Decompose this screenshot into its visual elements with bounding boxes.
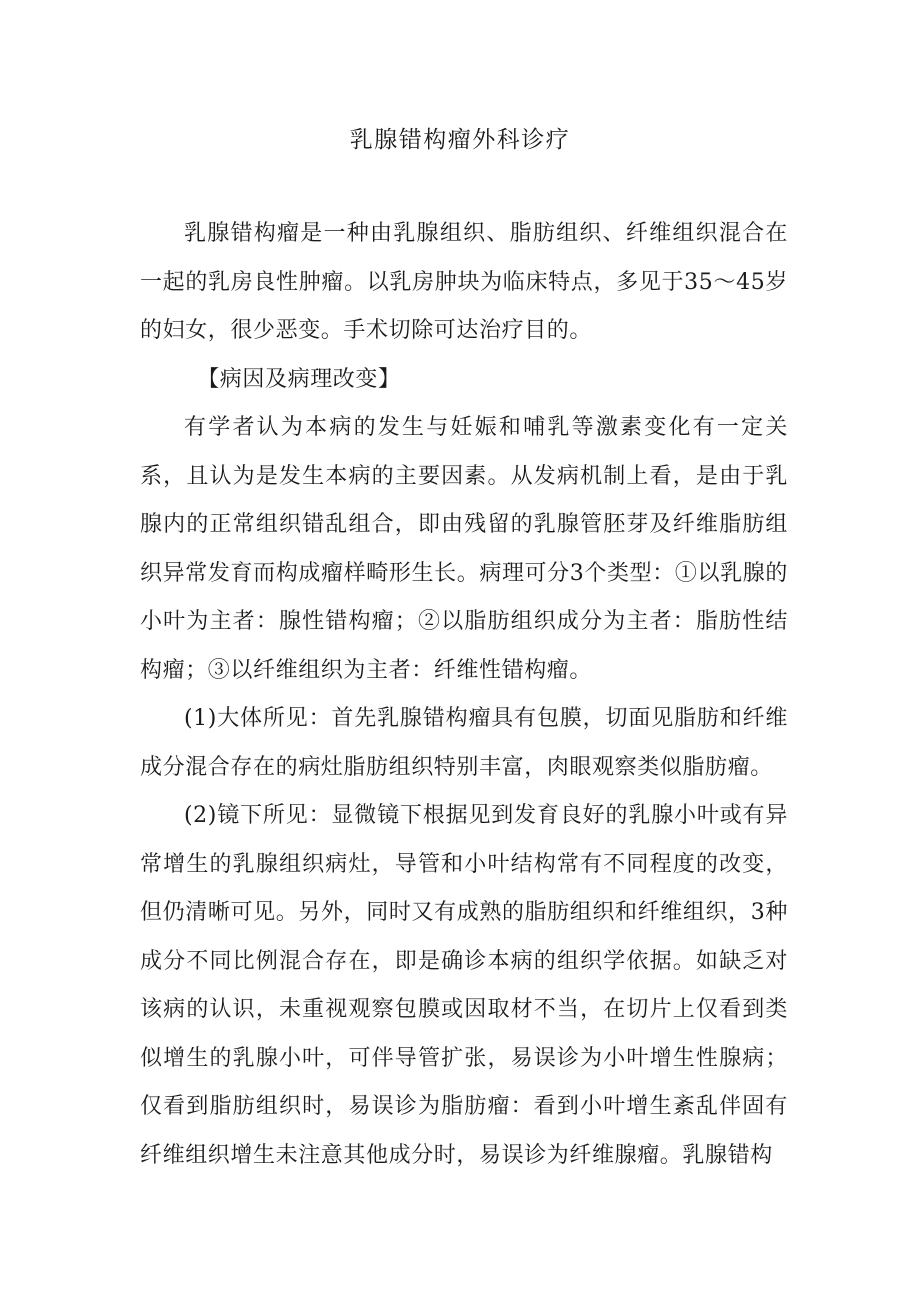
section-heading-etiology: 【病因及病理改变】 [197, 366, 401, 392]
document-body [140, 210, 788, 1180]
etiology-paragraph: 有学者认为本病的发生与妊娠和哺乳等激素变化有一定关系，且认为是发生本病的主要因素。从发病机制上看，是由于乳腺内的正常组织错乱组合，即由残留的乳腺管胚芽及纤维脂肪组织异常发育而构成瘤样畸形生长。病理可分3个类型：①以乳腺的小叶为主者：腺性错构瘤；②以脂肪组织成分为主者：脂肪性结构瘤；③以纤维组织为主者：纤维性错构瘤。 [140, 415, 788, 683]
gross-findings-paragraph: (1)大体所见：首先乳腺错构瘤具有包膜，切面见脂肪和纤维成分混合存在的病灶脂肪组织特别丰富，肉眼观察类似脂肪瘤。 [140, 706, 788, 780]
intro-paragraph: 乳腺错构瘤是一种由乳腺组织、脂肪组织、纤维组织混合在一起的乳房良性肿瘤。以乳房肿块为临床特点，多见于35～45岁的妇女，很少恶变。手术切除可达治疗目的。 [140, 221, 788, 343]
microscopic-findings-paragraph: (2)镜下所见：显微镜下根据见到发育良好的乳腺小叶或有异常增生的乳腺组织病灶，导管和小叶结构常有不同程度的改变，但仍清晰可见。另外，同时又有成熟的脂肪组织和纤维组织，3种成分不同比例混合存在，即是确诊本病的组织学依据。如缺乏对该病的认识，未重视观察包膜或因取材不当，在切片上仅看到类似增生的乳腺小叶，可伴导管扩张，易误诊为小叶增生性腺病；仅看到脂肪组织时，易误诊为脂肪瘤：看到小叶增生紊乱伴固有纤维组织增生未注意其他成分时，易误诊为纤维腺瘤。乳腺错构 [140, 803, 788, 1168]
document-title: 乳腺错构瘤外科诊疗 [349, 127, 571, 153]
